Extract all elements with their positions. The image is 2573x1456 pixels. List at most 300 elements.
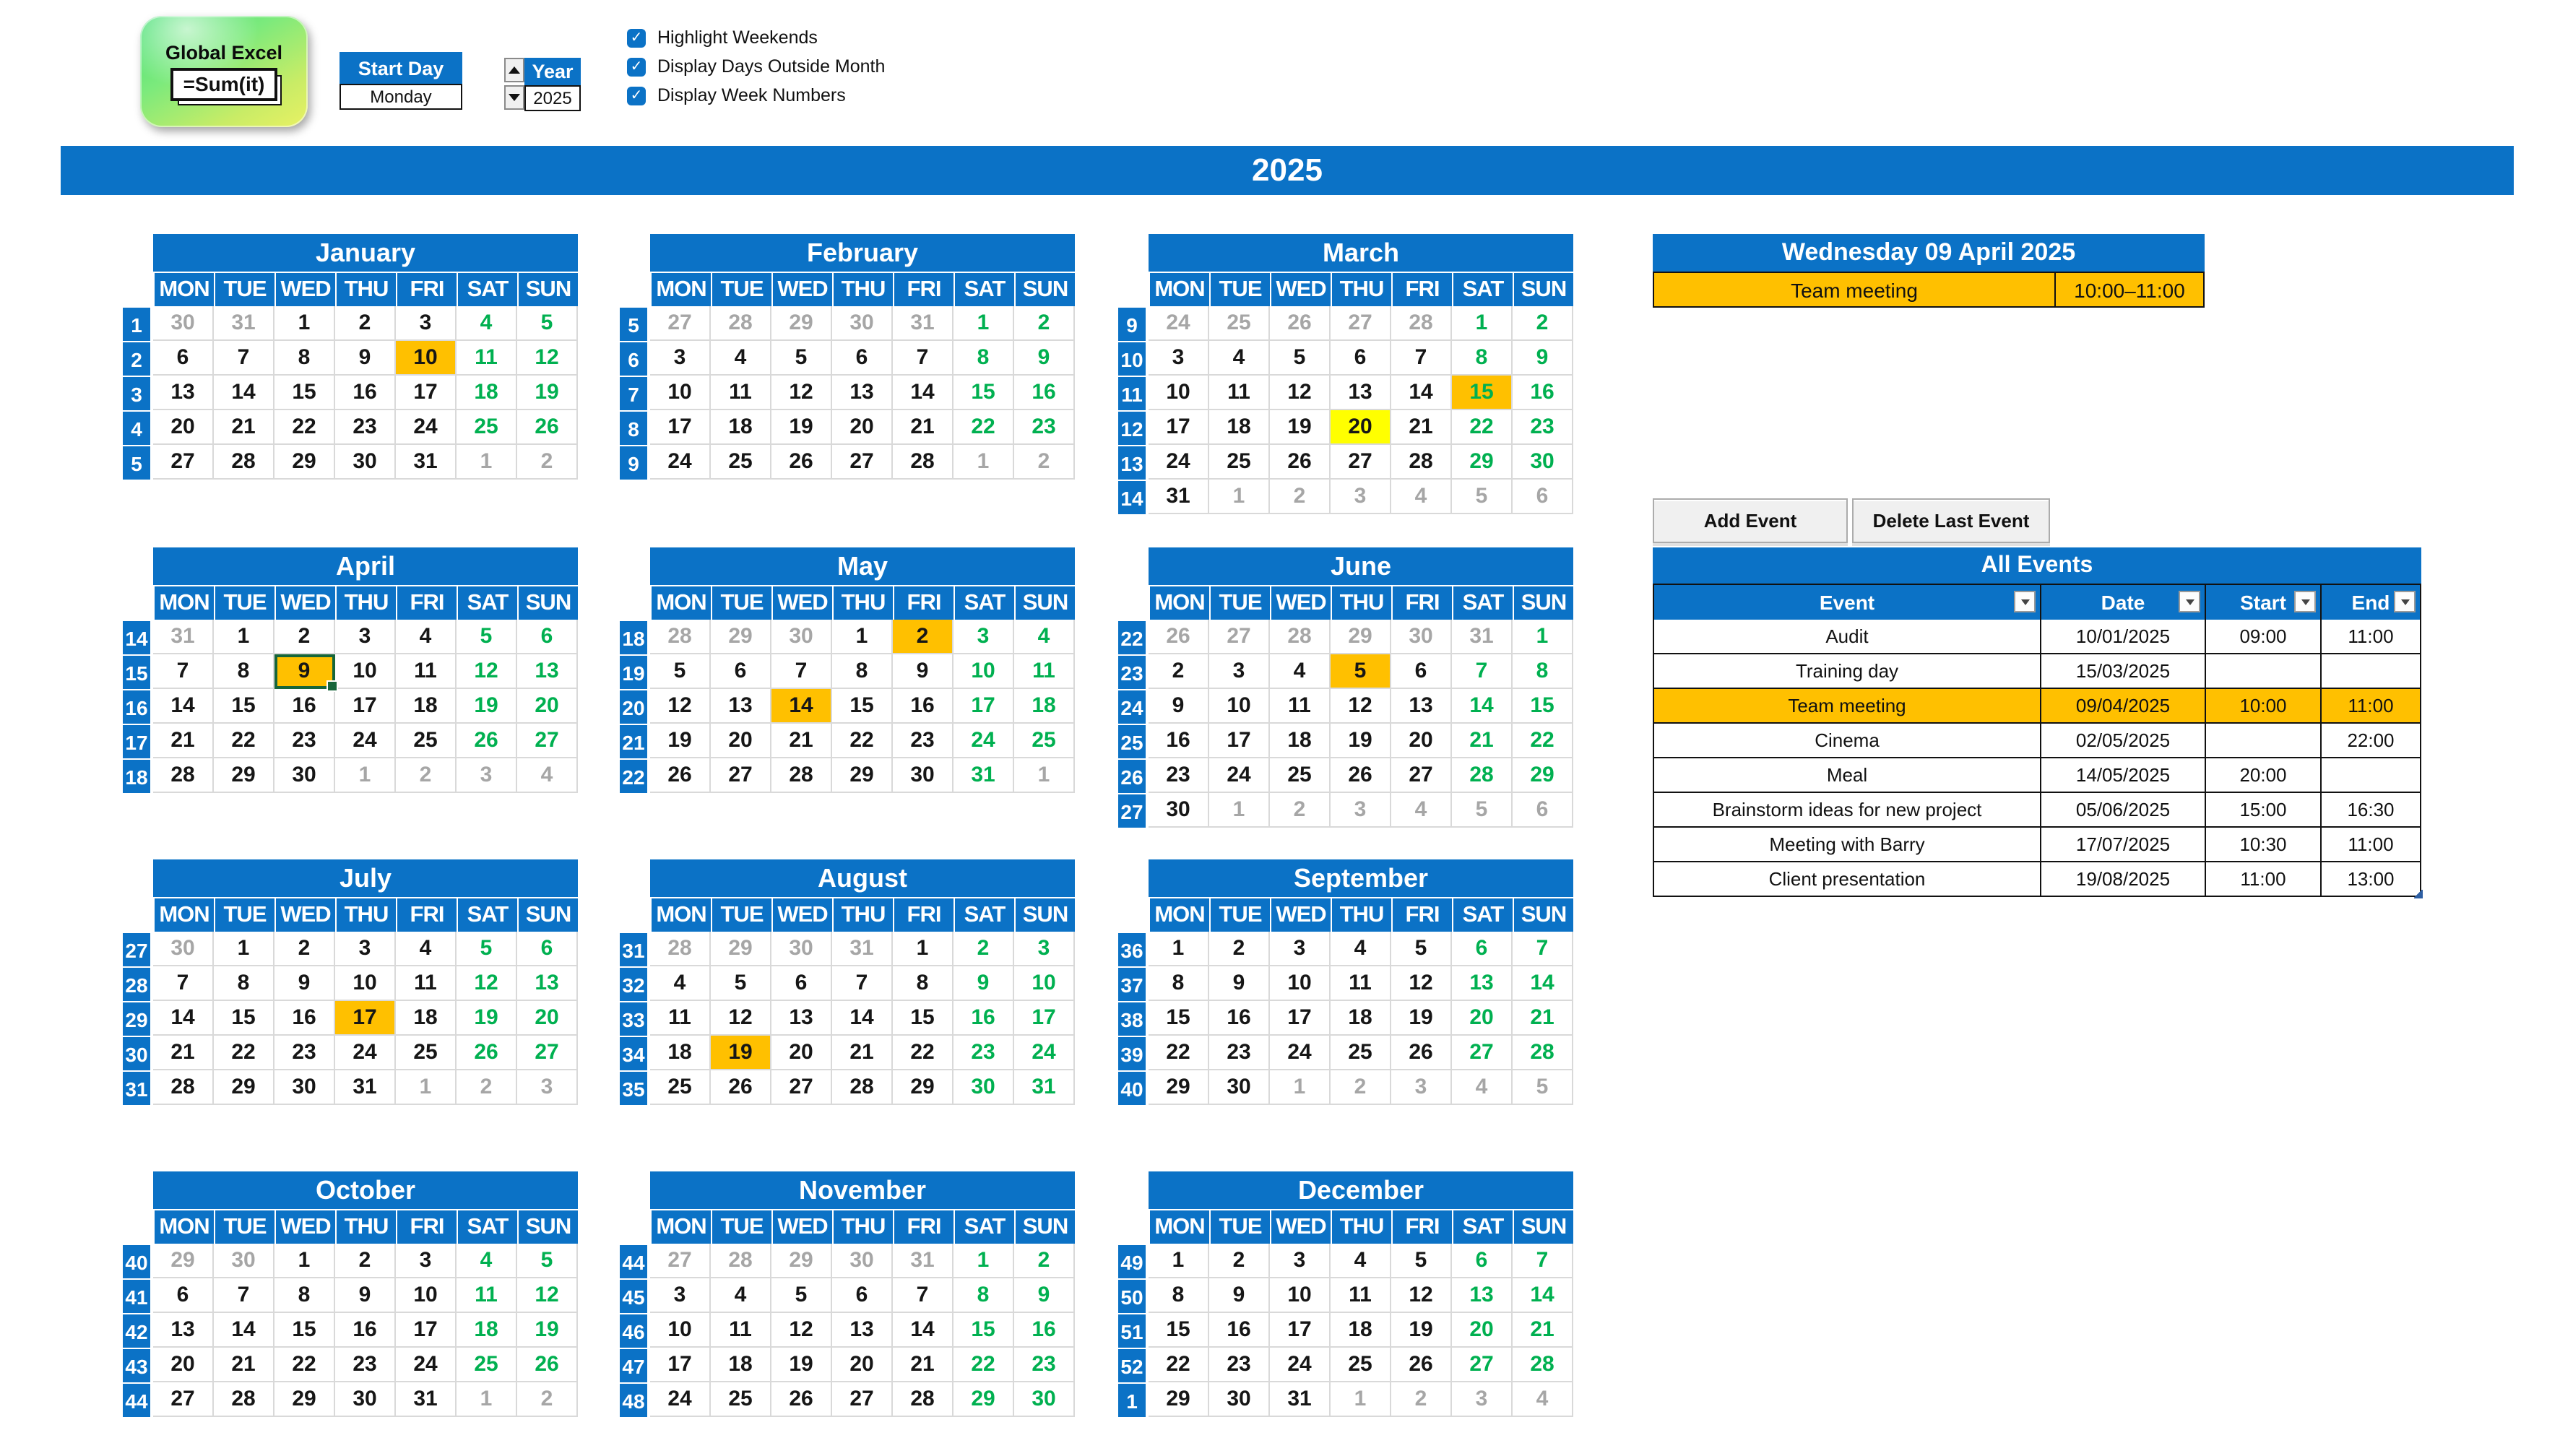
day-cell[interactable]: 19 [517, 376, 578, 410]
day-cell[interactable]: 27 [650, 1244, 711, 1278]
day-cell[interactable]: 11 [711, 376, 771, 410]
day-cell[interactable]: 27 [650, 306, 711, 341]
day-cell[interactable]: 25 [711, 445, 771, 480]
day-cell[interactable]: 7 [1513, 932, 1573, 966]
day-cell[interactable]: 2 [1270, 480, 1331, 514]
day-cell[interactable]: 1 [953, 1244, 1014, 1278]
day-cell[interactable]: 19 [457, 1001, 517, 1036]
day-cell[interactable]: 31 [396, 445, 457, 480]
day-cell[interactable]: 27 [153, 1382, 214, 1417]
day-cell[interactable]: 10 [953, 654, 1014, 689]
day-cell[interactable]: 2 [274, 620, 335, 654]
day-cell[interactable]: 12 [1270, 376, 1331, 410]
event-date-cell[interactable]: 09/04/2025 [2040, 689, 2205, 724]
day-cell[interactable]: 26 [650, 758, 711, 793]
day-cell[interactable]: 2 [517, 1382, 578, 1417]
day-cell[interactable]: 13 [153, 376, 214, 410]
day-cell[interactable]: 17 [1209, 724, 1270, 758]
event-end-cell[interactable]: 11:00 [2320, 689, 2421, 724]
day-cell[interactable]: 6 [1452, 932, 1513, 966]
day-cell[interactable]: 21 [1391, 410, 1452, 445]
day-cell[interactable]: 17 [650, 410, 711, 445]
filter-dropdown-button[interactable] [2294, 591, 2316, 612]
day-cell[interactable]: 19 [1331, 724, 1391, 758]
day-cell[interactable]: 2 [1014, 1244, 1075, 1278]
day-cell[interactable]: 25 [1209, 445, 1270, 480]
day-cell[interactable]: 3 [517, 1070, 578, 1105]
day-cell[interactable]: 28 [214, 1382, 274, 1417]
day-cell[interactable]: 4 [1452, 1070, 1513, 1105]
day-cell[interactable]: 13 [1452, 966, 1513, 1001]
day-cell[interactable]: 23 [1014, 410, 1075, 445]
day-cell[interactable]: 21 [153, 724, 214, 758]
day-cell[interactable]: 19 [1391, 1001, 1452, 1036]
day-cell[interactable]: 4 [1331, 932, 1391, 966]
day-cell[interactable]: 13 [153, 1313, 214, 1348]
day-cell[interactable]: 8 [953, 341, 1014, 376]
day-cell[interactable]: 3 [1149, 341, 1209, 376]
day-cell[interactable]: 23 [893, 724, 953, 758]
day-cell[interactable]: 7 [1452, 654, 1513, 689]
day-cell[interactable]: 30 [771, 932, 832, 966]
day-cell[interactable]: 25 [650, 1070, 711, 1105]
day-cell[interactable]: 25 [1331, 1036, 1391, 1070]
day-cell[interactable]: 17 [1270, 1313, 1331, 1348]
day-cell[interactable]: 6 [153, 1278, 214, 1313]
day-cell[interactable]: 20 [832, 1348, 893, 1382]
day-cell-event[interactable]: 5 [1331, 654, 1391, 689]
day-cell[interactable]: 31 [1014, 1070, 1075, 1105]
day-cell[interactable]: 3 [396, 306, 457, 341]
day-cell[interactable]: 31 [832, 932, 893, 966]
checkbox-checked-icon[interactable]: ✓ [627, 57, 646, 76]
day-cell[interactable]: 24 [396, 1348, 457, 1382]
day-cell[interactable]: 18 [1331, 1001, 1391, 1036]
day-cell[interactable]: 11 [1331, 1278, 1391, 1313]
day-cell[interactable]: 11 [396, 966, 457, 1001]
day-cell[interactable]: 29 [1149, 1382, 1209, 1417]
day-cell[interactable]: 16 [274, 689, 335, 724]
day-cell[interactable]: 5 [517, 1244, 578, 1278]
day-cell[interactable]: 1 [457, 445, 517, 480]
day-cell[interactable]: 4 [1331, 1244, 1391, 1278]
event-date-cell[interactable]: 17/07/2025 [2040, 828, 2205, 862]
day-cell[interactable]: 8 [274, 341, 335, 376]
event-end-cell[interactable]: 22:00 [2320, 724, 2421, 758]
event-end-cell[interactable] [2320, 758, 2421, 793]
day-cell[interactable]: 7 [214, 1278, 274, 1313]
day-cell[interactable]: 10 [396, 1278, 457, 1313]
day-cell[interactable]: 5 [457, 620, 517, 654]
day-cell[interactable]: 28 [1391, 306, 1452, 341]
day-cell[interactable]: 29 [1331, 620, 1391, 654]
day-cell[interactable]: 27 [517, 1036, 578, 1070]
day-cell[interactable]: 31 [335, 1070, 396, 1105]
day-cell[interactable]: 9 [893, 654, 953, 689]
day-cell[interactable]: 9 [335, 341, 396, 376]
day-cell[interactable]: 31 [214, 306, 274, 341]
day-cell[interactable]: 1 [214, 932, 274, 966]
checkbox-checked-icon[interactable]: ✓ [627, 28, 646, 47]
day-cell[interactable]: 19 [650, 724, 711, 758]
day-cell[interactable]: 15 [1513, 689, 1573, 724]
day-cell[interactable]: 29 [1149, 1070, 1209, 1105]
day-cell[interactable]: 26 [771, 445, 832, 480]
day-cell[interactable]: 30 [335, 1382, 396, 1417]
day-cell[interactable]: 11 [396, 654, 457, 689]
day-cell[interactable]: 28 [771, 758, 832, 793]
event-start-cell[interactable]: 09:00 [2205, 620, 2320, 654]
day-cell[interactable]: 3 [1209, 654, 1270, 689]
day-cell[interactable]: 8 [953, 1278, 1014, 1313]
day-cell[interactable]: 28 [893, 1382, 953, 1417]
event-name-cell[interactable]: Brainstorm ideas for new project [1653, 793, 2040, 828]
day-cell[interactable]: 24 [650, 445, 711, 480]
day-cell[interactable]: 12 [650, 689, 711, 724]
day-cell[interactable]: 7 [893, 341, 953, 376]
day-cell[interactable]: 7 [1513, 1244, 1573, 1278]
day-cell[interactable]: 16 [953, 1001, 1014, 1036]
day-cell[interactable]: 29 [274, 445, 335, 480]
year-spinner-down-button[interactable] [504, 85, 524, 110]
event-name-cell[interactable]: Team meeting [1653, 689, 2040, 724]
day-cell[interactable]: 22 [274, 410, 335, 445]
day-cell[interactable]: 27 [1209, 620, 1270, 654]
day-cell[interactable]: 26 [1149, 620, 1209, 654]
day-cell[interactable]: 18 [711, 410, 771, 445]
day-cell[interactable]: 1 [1209, 793, 1270, 828]
day-cell-event[interactable]: 10 [396, 341, 457, 376]
day-cell[interactable]: 27 [1331, 445, 1391, 480]
day-cell[interactable]: 1 [274, 306, 335, 341]
day-cell[interactable]: 5 [1391, 932, 1452, 966]
day-cell[interactable]: 1 [396, 1070, 457, 1105]
day-cell[interactable]: 23 [953, 1036, 1014, 1070]
day-cell[interactable]: 18 [396, 1001, 457, 1036]
day-cell[interactable]: 29 [771, 1244, 832, 1278]
day-cell[interactable]: 30 [214, 1244, 274, 1278]
day-cell[interactable]: 2 [1331, 1070, 1391, 1105]
day-cell[interactable]: 26 [711, 1070, 771, 1105]
day-cell[interactable]: 14 [1513, 1278, 1573, 1313]
day-cell[interactable]: 4 [711, 341, 771, 376]
day-cell[interactable]: 8 [214, 966, 274, 1001]
day-cell[interactable]: 9 [335, 1278, 396, 1313]
day-cell[interactable]: 18 [457, 1313, 517, 1348]
day-cell[interactable]: 29 [832, 758, 893, 793]
day-cell[interactable]: 14 [153, 1001, 214, 1036]
day-cell[interactable]: 7 [832, 966, 893, 1001]
day-cell[interactable]: 30 [1391, 620, 1452, 654]
day-cell-event[interactable]: 2 [893, 620, 953, 654]
day-cell[interactable]: 22 [1149, 1036, 1209, 1070]
day-cell[interactable]: 18 [1014, 689, 1075, 724]
day-cell[interactable]: 2 [953, 932, 1014, 966]
day-cell[interactable]: 6 [832, 1278, 893, 1313]
day-cell[interactable]: 18 [1270, 724, 1331, 758]
day-cell[interactable]: 2 [335, 1244, 396, 1278]
day-cell[interactable]: 23 [335, 1348, 396, 1382]
day-cell[interactable]: 8 [214, 654, 274, 689]
day-cell[interactable]: 12 [457, 654, 517, 689]
day-cell[interactable]: 2 [335, 306, 396, 341]
day-cell[interactable]: 26 [1331, 758, 1391, 793]
day-cell[interactable]: 28 [1513, 1348, 1573, 1382]
day-cell[interactable]: 10 [650, 376, 711, 410]
day-cell[interactable]: 9 [1149, 689, 1209, 724]
day-cell[interactable]: 7 [153, 654, 214, 689]
day-cell[interactable]: 4 [1391, 480, 1452, 514]
day-cell[interactable]: 30 [953, 1070, 1014, 1105]
event-name-cell[interactable]: Client presentation [1653, 862, 2040, 897]
day-cell[interactable]: 12 [457, 966, 517, 1001]
day-cell[interactable]: 21 [893, 1348, 953, 1382]
day-cell[interactable]: 22 [1149, 1348, 1209, 1382]
day-cell[interactable]: 5 [650, 654, 711, 689]
day-cell[interactable]: 23 [335, 410, 396, 445]
day-cell[interactable]: 9 [1014, 341, 1075, 376]
checkbox-checked-icon[interactable]: ✓ [627, 86, 646, 105]
day-cell[interactable]: 3 [396, 1244, 457, 1278]
day-cell[interactable]: 31 [953, 758, 1014, 793]
day-cell[interactable]: 1 [953, 306, 1014, 341]
day-cell[interactable]: 29 [214, 758, 274, 793]
event-date-cell[interactable]: 02/05/2025 [2040, 724, 2205, 758]
day-cell[interactable]: 1 [1270, 1070, 1331, 1105]
day-cell[interactable]: 14 [893, 1313, 953, 1348]
day-cell[interactable]: 11 [457, 1278, 517, 1313]
day-cell[interactable]: 28 [1270, 620, 1331, 654]
day-cell[interactable]: 3 [457, 758, 517, 793]
day-cell[interactable]: 2 [1513, 306, 1573, 341]
day-cell[interactable]: 1 [1513, 620, 1573, 654]
day-cell[interactable]: 12 [711, 1001, 771, 1036]
day-cell[interactable]: 7 [893, 1278, 953, 1313]
day-cell[interactable]: 19 [457, 689, 517, 724]
day-cell[interactable]: 3 [650, 1278, 711, 1313]
day-cell[interactable]: 29 [1452, 445, 1513, 480]
event-date-cell[interactable]: 05/06/2025 [2040, 793, 2205, 828]
day-cell[interactable]: 11 [1014, 654, 1075, 689]
day-cell[interactable]: 21 [893, 410, 953, 445]
day-cell[interactable]: 12 [517, 341, 578, 376]
event-end-cell[interactable]: 11:00 [2320, 620, 2421, 654]
day-cell[interactable]: 21 [1452, 724, 1513, 758]
day-cell[interactable]: 3 [335, 620, 396, 654]
day-cell[interactable]: 21 [1513, 1001, 1573, 1036]
day-cell[interactable]: 5 [1391, 1244, 1452, 1278]
day-cell[interactable]: 22 [1513, 724, 1573, 758]
day-cell[interactable]: 28 [153, 758, 214, 793]
day-cell[interactable]: 29 [214, 1070, 274, 1105]
day-cell[interactable]: 20 [517, 1001, 578, 1036]
day-cell[interactable]: 4 [396, 932, 457, 966]
event-start-cell[interactable]: 15:00 [2205, 793, 2320, 828]
day-cell[interactable]: 28 [214, 445, 274, 480]
day-cell[interactable]: 17 [1149, 410, 1209, 445]
day-cell[interactable]: 28 [1452, 758, 1513, 793]
event-name-cell[interactable]: Cinema [1653, 724, 2040, 758]
event-date-cell[interactable]: 10/01/2025 [2040, 620, 2205, 654]
selection-handle[interactable] [327, 680, 338, 692]
day-cell[interactable]: 8 [832, 654, 893, 689]
day-cell[interactable]: 6 [1331, 341, 1391, 376]
day-cell[interactable]: 25 [396, 1036, 457, 1070]
day-cell[interactable]: 10 [1209, 689, 1270, 724]
day-cell[interactable]: 29 [274, 1382, 335, 1417]
day-cell[interactable]: 13 [517, 966, 578, 1001]
day-cell[interactable]: 14 [1391, 376, 1452, 410]
day-cell[interactable]: 7 [1391, 341, 1452, 376]
day-cell[interactable]: 28 [650, 932, 711, 966]
day-cell[interactable]: 27 [771, 1070, 832, 1105]
day-cell[interactable]: 8 [274, 1278, 335, 1313]
day-cell[interactable]: 21 [771, 724, 832, 758]
day-cell[interactable]: 27 [1331, 306, 1391, 341]
day-cell[interactable]: 15 [214, 689, 274, 724]
day-cell[interactable]: 23 [1014, 1348, 1075, 1382]
day-cell[interactable]: 12 [1391, 966, 1452, 1001]
day-cell-event[interactable]: 20 [1331, 410, 1391, 445]
day-cell[interactable]: 30 [153, 932, 214, 966]
day-cell[interactable]: 31 [1270, 1382, 1331, 1417]
day-cell[interactable]: 6 [1391, 654, 1452, 689]
day-cell[interactable]: 13 [1452, 1278, 1513, 1313]
day-cell[interactable]: 2 [274, 932, 335, 966]
day-cell[interactable]: 28 [153, 1070, 214, 1105]
day-cell[interactable]: 28 [650, 620, 711, 654]
day-cell-selected-today[interactable]: 9 [274, 654, 335, 689]
day-cell[interactable]: 25 [396, 724, 457, 758]
day-cell[interactable]: 4 [457, 1244, 517, 1278]
day-cell[interactable]: 15 [274, 1313, 335, 1348]
day-cell[interactable]: 25 [711, 1382, 771, 1417]
day-cell[interactable]: 20 [1452, 1313, 1513, 1348]
day-cell[interactable]: 6 [711, 654, 771, 689]
day-cell[interactable]: 9 [1209, 1278, 1270, 1313]
day-cell[interactable]: 28 [893, 445, 953, 480]
day-cell[interactable]: 21 [214, 1348, 274, 1382]
day-cell[interactable]: 13 [1391, 689, 1452, 724]
day-cell[interactable]: 4 [1513, 1382, 1573, 1417]
day-cell[interactable]: 11 [1270, 689, 1331, 724]
day-cell[interactable]: 27 [1391, 758, 1452, 793]
day-cell[interactable]: 20 [711, 724, 771, 758]
day-cell-event[interactable]: 17 [335, 1001, 396, 1036]
day-cell[interactable]: 3 [1452, 1382, 1513, 1417]
day-cell[interactable]: 1 [457, 1382, 517, 1417]
day-cell[interactable]: 1 [893, 932, 953, 966]
day-cell[interactable]: 2 [1270, 793, 1331, 828]
day-cell[interactable]: 7 [153, 966, 214, 1001]
day-cell[interactable]: 22 [953, 410, 1014, 445]
day-cell[interactable]: 17 [396, 376, 457, 410]
day-cell[interactable]: 31 [1452, 620, 1513, 654]
day-cell[interactable]: 29 [711, 932, 771, 966]
day-cell[interactable]: 10 [335, 966, 396, 1001]
day-cell[interactable]: 27 [832, 1382, 893, 1417]
day-cell[interactable]: 5 [1513, 1070, 1573, 1105]
day-cell[interactable]: 18 [1209, 410, 1270, 445]
day-cell[interactable]: 4 [396, 620, 457, 654]
day-cell[interactable]: 13 [1331, 376, 1391, 410]
day-cell[interactable]: 15 [214, 1001, 274, 1036]
day-cell[interactable]: 20 [771, 1036, 832, 1070]
day-cell[interactable]: 3 [335, 932, 396, 966]
day-cell[interactable]: 24 [396, 410, 457, 445]
day-cell[interactable]: 15 [953, 376, 1014, 410]
day-cell[interactable]: 2 [1014, 306, 1075, 341]
day-cell[interactable]: 2 [396, 758, 457, 793]
day-cell[interactable]: 16 [1014, 376, 1075, 410]
event-end-cell[interactable] [2320, 654, 2421, 689]
day-cell[interactable]: 12 [771, 1313, 832, 1348]
day-cell[interactable]: 2 [1014, 445, 1075, 480]
day-cell[interactable]: 10 [650, 1313, 711, 1348]
day-cell[interactable]: 1 [335, 758, 396, 793]
day-cell[interactable]: 6 [153, 341, 214, 376]
day-cell[interactable]: 10 [1270, 966, 1331, 1001]
day-cell[interactable]: 22 [1452, 410, 1513, 445]
day-cell[interactable]: 20 [1391, 724, 1452, 758]
event-name-cell[interactable]: Training day [1653, 654, 2040, 689]
day-cell[interactable]: 1 [1014, 758, 1075, 793]
event-start-cell[interactable]: 20:00 [2205, 758, 2320, 793]
day-cell[interactable]: 14 [214, 1313, 274, 1348]
day-cell[interactable]: 25 [457, 1348, 517, 1382]
day-cell[interactable]: 20 [153, 410, 214, 445]
year-value[interactable]: 2025 [524, 85, 581, 111]
day-cell[interactable]: 30 [153, 306, 214, 341]
day-cell[interactable]: 15 [953, 1313, 1014, 1348]
day-cell[interactable]: 13 [517, 654, 578, 689]
day-cell[interactable]: 9 [1513, 341, 1573, 376]
day-cell[interactable]: 16 [335, 1313, 396, 1348]
event-start-cell[interactable]: 11:00 [2205, 862, 2320, 897]
day-cell[interactable]: 2 [457, 1070, 517, 1105]
day-cell[interactable]: 13 [711, 689, 771, 724]
filter-dropdown-button[interactable] [2014, 591, 2036, 612]
day-cell[interactable]: 26 [517, 1348, 578, 1382]
delete-last-event-button[interactable]: Delete Last Event [1852, 498, 2050, 543]
day-cell[interactable]: 1 [274, 1244, 335, 1278]
day-cell[interactable]: 25 [1014, 724, 1075, 758]
day-cell[interactable]: 28 [832, 1070, 893, 1105]
day-cell[interactable]: 24 [1270, 1348, 1331, 1382]
day-cell[interactable]: 31 [893, 1244, 953, 1278]
event-name-cell[interactable]: Meeting with Barry [1653, 828, 2040, 862]
day-cell[interactable]: 8 [893, 966, 953, 1001]
day-cell[interactable]: 9 [953, 966, 1014, 1001]
day-cell[interactable]: 10 [335, 654, 396, 689]
day-cell[interactable]: 6 [517, 620, 578, 654]
day-cell[interactable]: 22 [274, 1348, 335, 1382]
day-cell[interactable]: 5 [457, 932, 517, 966]
day-cell[interactable]: 4 [1014, 620, 1075, 654]
day-cell[interactable]: 1 [1452, 306, 1513, 341]
event-start-cell[interactable] [2205, 724, 2320, 758]
day-cell[interactable]: 16 [1209, 1313, 1270, 1348]
day-cell[interactable]: 11 [711, 1313, 771, 1348]
day-cell[interactable]: 28 [711, 1244, 771, 1278]
day-cell[interactable]: 17 [650, 1348, 711, 1382]
day-cell[interactable]: 30 [893, 758, 953, 793]
day-cell[interactable]: 6 [832, 341, 893, 376]
day-cell[interactable]: 25 [1270, 758, 1331, 793]
day-cell[interactable]: 17 [953, 689, 1014, 724]
day-cell[interactable]: 23 [274, 1036, 335, 1070]
day-cell[interactable]: 24 [1014, 1036, 1075, 1070]
